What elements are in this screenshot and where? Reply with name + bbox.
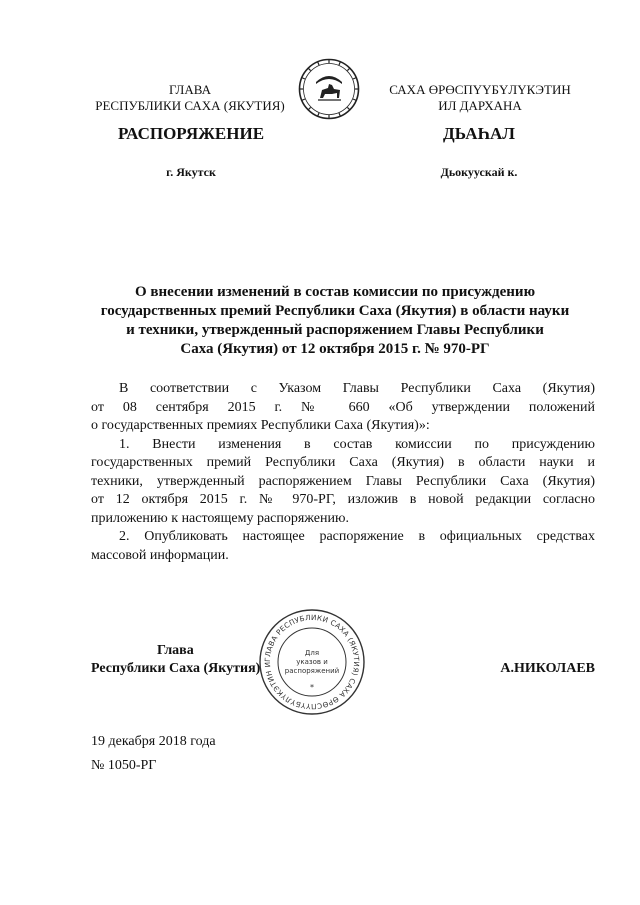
document-title <box>80 283 590 359</box>
title-line: государственных премий Республики Саха (Якутия) в области науки <box>100 303 570 319</box>
signatory-position-line2: Республики Саха (Якутия) <box>91 661 261 676</box>
body-line: государственных премий Республики Саха (Якутия) в области науки и <box>91 455 595 470</box>
body-line: В соответствии с Указом Главы Республики Саха (Якутия) <box>119 381 595 396</box>
signatory-position <box>91 642 291 678</box>
document-number: № 1050-РГ <box>91 758 157 773</box>
signatory-position-line1: Глава <box>157 643 194 658</box>
city-right: Дьокуускай к. <box>440 165 518 179</box>
body-line: приложению к настоящему распоряжению. <box>91 510 349 526</box>
body-line: 2. Опубликовать настоящее распоряжение в официальных средствах <box>119 529 595 544</box>
document-body <box>91 380 595 565</box>
city-left: г. Якутск <box>166 165 216 179</box>
issuer-left-line1: ГЛАВА <box>169 82 211 97</box>
issuer-left <box>60 82 320 114</box>
document-footer <box>91 730 341 778</box>
issuer-right-line2: ИЛ ДАРХАНА <box>438 98 522 113</box>
title-line: и техники, утвержденный распоряжением Главы Республики <box>126 322 544 338</box>
seal-outer-text: ГЛАВА РЕСПУБЛИКИ САХА (ЯКУТИЯ) САХА ӨРӨСПҮҮБҮЛҮКЭТИН И <box>262 612 362 712</box>
issuer-left-line2: РЕСПУБЛИКИ САХА (ЯКУТИЯ) <box>95 98 285 113</box>
body-line: массовой информации. <box>91 547 229 563</box>
body-line: о государственных премиях Республики Саха (Якутия)»: <box>91 418 430 433</box>
body-line: 1. Внести изменения в состав комиссии по присуждению <box>119 436 595 452</box>
body-line: от 08 сентября 2015 г. № 660 «Об утверждении положений <box>91 399 595 415</box>
issuer-right <box>350 82 610 114</box>
seal-center-line2: указов и <box>296 658 328 666</box>
body-line: от 12 октября 2015 г. № 970-РГ, изложив в новой редакции согласно <box>91 492 595 507</box>
body-line: техники, утвержденный распоряжением Главы Республики Саха (Якутия) <box>91 473 595 489</box>
title-line: Саха (Якутия) от 12 октября 2015 г. № 970-РГ <box>180 341 490 357</box>
doc-type-right: ДЬАҺАЛ <box>443 124 515 143</box>
issuer-right-line1: САХА ӨРӨСПҮҮБҮЛҮКЭТИН <box>389 82 571 97</box>
signatory-name: А.НИКОЛАЕВ <box>500 661 595 676</box>
doc-type-left: РАСПОРЯЖЕНИЕ <box>117 124 265 143</box>
title-line: О внесении изменений в состав комиссии по присуждению <box>134 284 536 300</box>
document-date: 19 декабря 2018 года <box>91 734 216 749</box>
seal-center-line1: Для <box>304 649 320 657</box>
svg-text:*: * <box>310 683 314 692</box>
seal-center-line3: распоряжений <box>284 667 340 675</box>
